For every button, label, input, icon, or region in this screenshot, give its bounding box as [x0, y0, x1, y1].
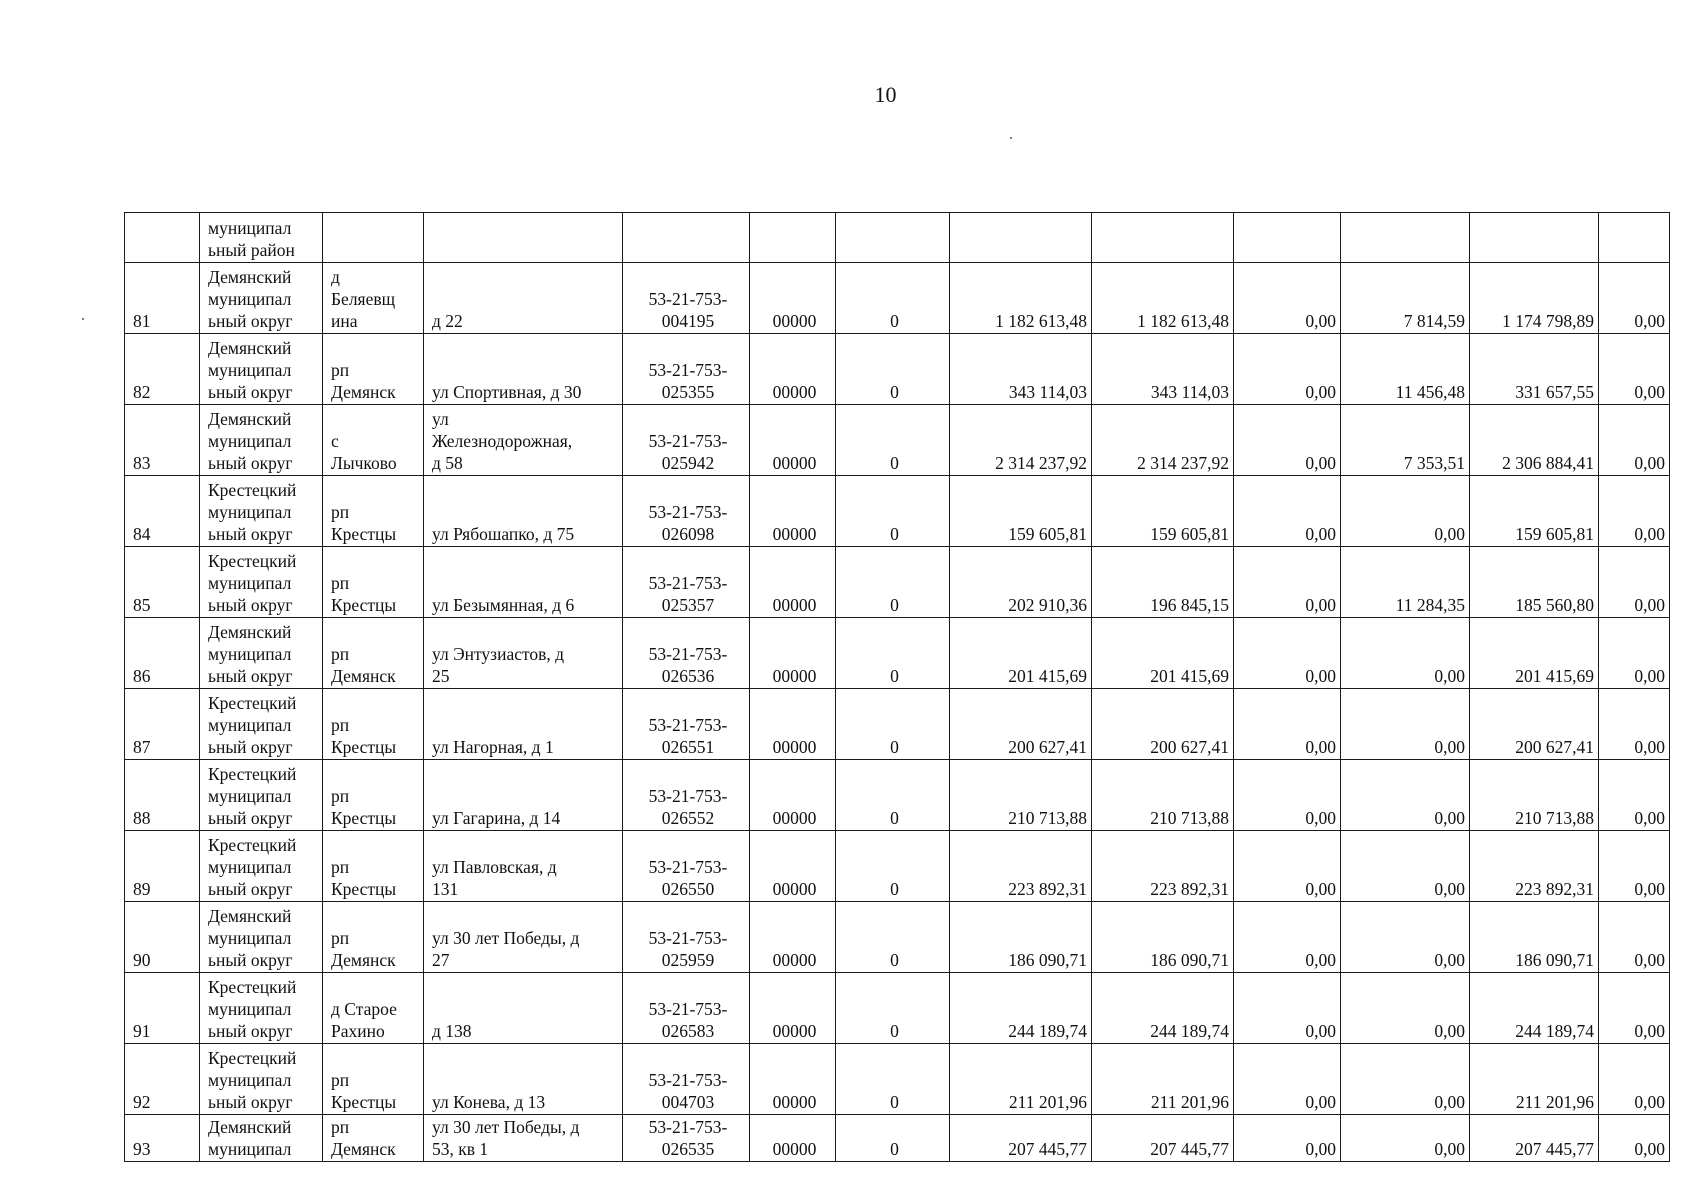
cell-v4: [1341, 213, 1470, 263]
cell-address: ул Конева, д 13: [424, 1044, 623, 1115]
cell-code: 53-21-753- 025355: [623, 334, 750, 405]
cell-v2: 1 182 613,48: [1092, 263, 1234, 334]
cell-zero: 0: [836, 760, 950, 831]
cell-settlement: рп Крестцы: [323, 1044, 424, 1115]
cell-zero: 0: [836, 334, 950, 405]
cell-zero: 0: [836, 902, 950, 973]
cell-v6: 0,00: [1599, 1044, 1670, 1115]
cell-v2: 343 114,03: [1092, 334, 1234, 405]
cell-code: 53-21-753- 025959: [623, 902, 750, 973]
table-row: [125, 1044, 1670, 1115]
cell-district: Демянский муниципал ьный округ: [200, 405, 323, 476]
cell-sub: 00000: [750, 405, 836, 476]
cell-v5: 1 174 798,89: [1470, 263, 1599, 334]
cell-v4: 0,00: [1341, 1044, 1470, 1115]
cell-v1: 159 605,81: [950, 476, 1092, 547]
cell-code: 53-21-753- 026550: [623, 831, 750, 902]
cell-address: д 22: [424, 263, 623, 334]
cell-v5: 211 201,96: [1470, 1044, 1599, 1115]
cell-district: Крестецкий муниципал ьный округ: [200, 476, 323, 547]
cell-zero: 0: [836, 689, 950, 760]
cell-v1: 210 713,88: [950, 760, 1092, 831]
cell-zero: [836, 213, 950, 263]
cell-settlement: с Лычково: [323, 405, 424, 476]
cell-address: ул Железнодорожная, д 58: [424, 405, 623, 476]
cell-zero: 0: [836, 476, 950, 547]
cell-district: Крестецкий муниципал ьный округ: [200, 689, 323, 760]
cell-sub: 00000: [750, 1044, 836, 1115]
cell-no: 83: [125, 405, 200, 476]
cell-code: 53-21-753- 026535: [623, 1115, 750, 1162]
cell-no: 90: [125, 902, 200, 973]
cell-v1: 223 892,31: [950, 831, 1092, 902]
cell-address: ул 30 лет Победы, д 27: [424, 902, 623, 973]
cell-v1: 2 314 237,92: [950, 405, 1092, 476]
cell-v5: 200 627,41: [1470, 689, 1599, 760]
cell-v5: 2 306 884,41: [1470, 405, 1599, 476]
cell-v3: 0,00: [1234, 760, 1341, 831]
table-body: [125, 213, 1670, 1162]
cell-zero: 0: [836, 547, 950, 618]
cell-address: [424, 213, 623, 263]
cell-v2: 196 845,15: [1092, 547, 1234, 618]
page-number: 10: [874, 82, 897, 107]
cell-v3: 0,00: [1234, 1115, 1341, 1162]
cell-settlement: рп Демянск: [323, 334, 424, 405]
cell-sub: 00000: [750, 476, 836, 547]
cell-v1: 244 189,74: [950, 973, 1092, 1044]
cell-sub: 00000: [750, 334, 836, 405]
cell-v4: 0,00: [1341, 1115, 1470, 1162]
cell-sub: 00000: [750, 263, 836, 334]
cell-code: [623, 213, 750, 263]
cell-v3: 0,00: [1234, 689, 1341, 760]
cell-v6: 0,00: [1599, 547, 1670, 618]
cell-sub: 00000: [750, 689, 836, 760]
scan-speck: [1010, 137, 1012, 139]
cell-district: Крестецкий муниципал ьный округ: [200, 547, 323, 618]
cell-v5: 210 713,88: [1470, 760, 1599, 831]
cell-settlement: д Беляевщ ина: [323, 263, 424, 334]
table-row: [125, 547, 1670, 618]
cell-v1: 202 910,36: [950, 547, 1092, 618]
cell-v6: [1599, 213, 1670, 263]
table-row: [125, 1115, 1670, 1162]
cell-sub: 00000: [750, 547, 836, 618]
cell-code: 53-21-753- 026551: [623, 689, 750, 760]
cell-district: Крестецкий муниципал ьный округ: [200, 973, 323, 1044]
cell-zero: 0: [836, 405, 950, 476]
cell-address: ул Нагорная, д 1: [424, 689, 623, 760]
cell-v6: 0,00: [1599, 831, 1670, 902]
cell-code: 53-21-753- 004703: [623, 1044, 750, 1115]
cell-district: муниципал ьный район: [200, 213, 323, 263]
cell-v5: [1470, 213, 1599, 263]
cell-settlement: [323, 213, 424, 263]
cell-v4: 11 456,48: [1341, 334, 1470, 405]
cell-code: 53-21-753- 026552: [623, 760, 750, 831]
cell-settlement: рп Демянск: [323, 1115, 424, 1162]
table-row: [125, 831, 1670, 902]
cell-settlement: рп Демянск: [323, 902, 424, 973]
cell-v6: 0,00: [1599, 973, 1670, 1044]
cell-district: Крестецкий муниципал ьный округ: [200, 1044, 323, 1115]
cell-zero: 0: [836, 831, 950, 902]
scan-speck: [82, 318, 84, 320]
cell-settlement: рп Крестцы: [323, 476, 424, 547]
cell-settlement: рп Крестцы: [323, 547, 424, 618]
cell-v6: 0,00: [1599, 405, 1670, 476]
table-row: [125, 902, 1670, 973]
cell-sub: 00000: [750, 760, 836, 831]
cell-no: 81: [125, 263, 200, 334]
cell-no: 88: [125, 760, 200, 831]
table-row: [125, 973, 1670, 1044]
cell-no: 91: [125, 973, 200, 1044]
cell-v2: 186 090,71: [1092, 902, 1234, 973]
register-table: [124, 212, 1670, 1162]
cell-v5: 159 605,81: [1470, 476, 1599, 547]
cell-v1: 186 090,71: [950, 902, 1092, 973]
cell-v1: 200 627,41: [950, 689, 1092, 760]
cell-v2: 200 627,41: [1092, 689, 1234, 760]
cell-v5: 244 189,74: [1470, 973, 1599, 1044]
cell-v5: 186 090,71: [1470, 902, 1599, 973]
cell-no: 89: [125, 831, 200, 902]
cell-v6: 0,00: [1599, 902, 1670, 973]
cell-v5: 331 657,55: [1470, 334, 1599, 405]
cell-v2: 201 415,69: [1092, 618, 1234, 689]
cell-zero: 0: [836, 1115, 950, 1162]
cell-v6: 0,00: [1599, 689, 1670, 760]
cell-no: [125, 213, 200, 263]
cell-v5: 201 415,69: [1470, 618, 1599, 689]
cell-code: 53-21-753- 025357: [623, 547, 750, 618]
cell-sub: 00000: [750, 831, 836, 902]
cell-v3: 0,00: [1234, 973, 1341, 1044]
cell-v1: 207 445,77: [950, 1115, 1092, 1162]
table-row: [125, 263, 1670, 334]
cell-v3: 0,00: [1234, 263, 1341, 334]
cell-v2: 211 201,96: [1092, 1044, 1234, 1115]
table-row: [125, 760, 1670, 831]
cell-zero: 0: [836, 618, 950, 689]
cell-v3: 0,00: [1234, 618, 1341, 689]
cell-address: ул Безымянная, д 6: [424, 547, 623, 618]
cell-address: ул Энтузиастов, д 25: [424, 618, 623, 689]
cell-v2: 223 892,31: [1092, 831, 1234, 902]
cell-no: 87: [125, 689, 200, 760]
cell-district: Демянский муниципал: [200, 1115, 323, 1162]
cell-v4: 0,00: [1341, 618, 1470, 689]
cell-no: 82: [125, 334, 200, 405]
cell-code: 53-21-753- 026536: [623, 618, 750, 689]
table-row: [125, 476, 1670, 547]
cell-address: ул Павловская, д 131: [424, 831, 623, 902]
table-row: [125, 405, 1670, 476]
cell-address: ул Рябошапко, д 75: [424, 476, 623, 547]
cell-v4: 0,00: [1341, 973, 1470, 1044]
cell-v3: 0,00: [1234, 1044, 1341, 1115]
cell-v6: 0,00: [1599, 476, 1670, 547]
cell-address: ул Спортивная, д 30: [424, 334, 623, 405]
cell-code: 53-21-753- 025942: [623, 405, 750, 476]
cell-v4: 7 353,51: [1341, 405, 1470, 476]
cell-v4: 0,00: [1341, 476, 1470, 547]
cell-code: 53-21-753- 026098: [623, 476, 750, 547]
cell-v2: 210 713,88: [1092, 760, 1234, 831]
cell-zero: 0: [836, 973, 950, 1044]
table-row: [125, 689, 1670, 760]
cell-settlement: рп Демянск: [323, 618, 424, 689]
cell-v6: 0,00: [1599, 760, 1670, 831]
cell-v3: 0,00: [1234, 831, 1341, 902]
cell-district: Демянский муниципал ьный округ: [200, 902, 323, 973]
cell-v2: [1092, 213, 1234, 263]
cell-district: Крестецкий муниципал ьный округ: [200, 831, 323, 902]
cell-v3: [1234, 213, 1341, 263]
cell-v5: 185 560,80: [1470, 547, 1599, 618]
cell-no: 93: [125, 1115, 200, 1162]
table-row: [125, 334, 1670, 405]
cell-settlement: рп Крестцы: [323, 689, 424, 760]
cell-address: ул 30 лет Победы, д 53, кв 1: [424, 1115, 623, 1162]
cell-v3: 0,00: [1234, 902, 1341, 973]
cell-v4: 0,00: [1341, 831, 1470, 902]
cell-v3: 0,00: [1234, 334, 1341, 405]
cell-settlement: рп Крестцы: [323, 831, 424, 902]
cell-no: 85: [125, 547, 200, 618]
cell-v6: 0,00: [1599, 1115, 1670, 1162]
cell-code: 53-21-753- 004195: [623, 263, 750, 334]
cell-v1: 1 182 613,48: [950, 263, 1092, 334]
cell-sub: 00000: [750, 618, 836, 689]
cell-code: 53-21-753- 026583: [623, 973, 750, 1044]
cell-district: Крестецкий муниципал ьный округ: [200, 760, 323, 831]
cell-v5: 207 445,77: [1470, 1115, 1599, 1162]
cell-settlement: д Старое Рахино: [323, 973, 424, 1044]
cell-v4: 0,00: [1341, 689, 1470, 760]
cell-v2: 159 605,81: [1092, 476, 1234, 547]
cell-settlement: рп Крестцы: [323, 760, 424, 831]
cell-v3: 0,00: [1234, 405, 1341, 476]
cell-address: ул Гагарина, д 14: [424, 760, 623, 831]
cell-sub: 00000: [750, 1115, 836, 1162]
cell-v1: 201 415,69: [950, 618, 1092, 689]
cell-v3: 0,00: [1234, 476, 1341, 547]
cell-v4: 0,00: [1341, 902, 1470, 973]
cell-sub: [750, 213, 836, 263]
cell-no: 84: [125, 476, 200, 547]
cell-v1: [950, 213, 1092, 263]
cell-v2: 207 445,77: [1092, 1115, 1234, 1162]
cell-sub: 00000: [750, 973, 836, 1044]
cell-district: Демянский муниципал ьный округ: [200, 263, 323, 334]
cell-v5: 223 892,31: [1470, 831, 1599, 902]
table-row: [125, 618, 1670, 689]
cell-v4: 0,00: [1341, 760, 1470, 831]
cell-address: д 138: [424, 973, 623, 1044]
cell-v4: 7 814,59: [1341, 263, 1470, 334]
cell-zero: 0: [836, 263, 950, 334]
cell-v2: 2 314 237,92: [1092, 405, 1234, 476]
cell-v6: 0,00: [1599, 334, 1670, 405]
cell-no: 86: [125, 618, 200, 689]
cell-v1: 343 114,03: [950, 334, 1092, 405]
cell-v4: 11 284,35: [1341, 547, 1470, 618]
cell-zero: 0: [836, 1044, 950, 1115]
cell-v1: 211 201,96: [950, 1044, 1092, 1115]
cell-v6: 0,00: [1599, 263, 1670, 334]
table-row-continuation: [125, 213, 1670, 263]
cell-v6: 0,00: [1599, 618, 1670, 689]
cell-district: Демянский муниципал ьный округ: [200, 334, 323, 405]
cell-sub: 00000: [750, 902, 836, 973]
cell-no: 92: [125, 1044, 200, 1115]
cell-district: Демянский муниципал ьный округ: [200, 618, 323, 689]
cell-v2: 244 189,74: [1092, 973, 1234, 1044]
cell-v3: 0,00: [1234, 547, 1341, 618]
